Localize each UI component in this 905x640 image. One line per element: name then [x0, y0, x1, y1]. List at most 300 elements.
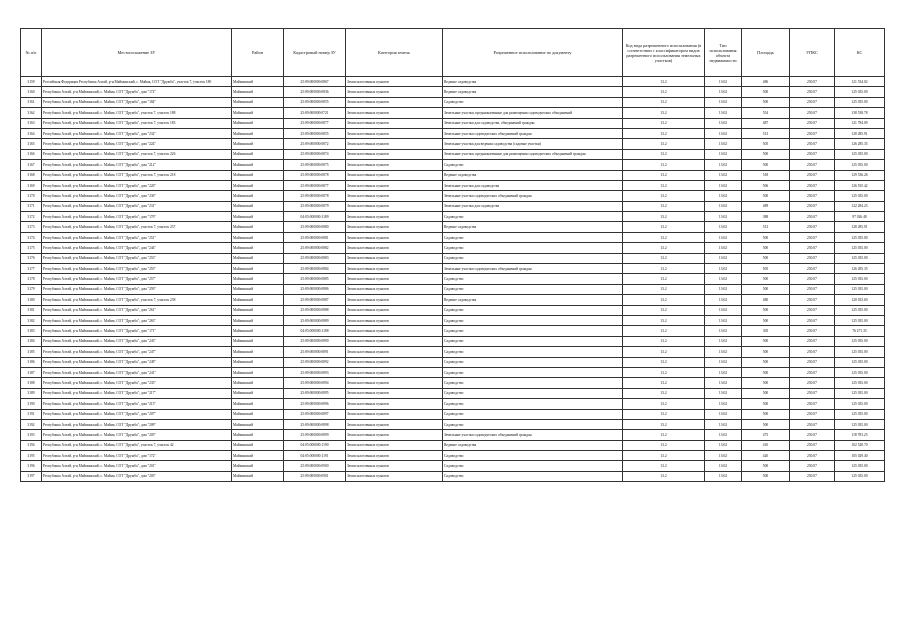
cell-use-type: 13:02: [705, 440, 742, 450]
cell-cadastral-number: 25:09:000000:0878: [284, 170, 346, 180]
cell-use-code: 13.2: [623, 471, 705, 481]
header-use-code: Код вида разрешенного использования (в соответствии с классификатором видов разрешенного использования земельных участков): [623, 29, 705, 77]
cell-upks: 250.07: [790, 212, 835, 222]
cell-area: 500: [742, 367, 790, 377]
cell-permitted-use: Земельные участки садоводческих объединений граждан: [443, 264, 623, 274]
cell-permitted-use: Садоводство: [443, 357, 623, 367]
cell-permitted-use: Садоводство: [443, 419, 623, 429]
cell-use-type: 13:02: [705, 347, 742, 357]
cell-cadastral-number: 25:09:000000:0887: [284, 295, 346, 305]
cell-location: Республика Алтай, р-н Майминский, с. Майма, СОТ "Дружба", дом "205": [42, 430, 232, 440]
cell-use-type: 13:02: [705, 170, 742, 180]
cell-district: Майминский: [232, 440, 284, 450]
cell-location: Республика Алтай, р-н Майминский, с. Майма, СОТ "Дружба", дом "212": [42, 160, 232, 170]
cell-cadastral-number: 25:09:000000:0891: [284, 347, 346, 357]
cell-cadastral-number: 04:05:000000:1189: [284, 212, 346, 222]
cell-area: 500: [742, 336, 790, 346]
cell-number: 3164: [21, 128, 42, 138]
cell-ks: 126 285.35: [835, 139, 885, 149]
cell-district: Майминский: [232, 264, 284, 274]
cell-upks: 250.07: [790, 222, 835, 232]
table-row: [21, 170, 885, 180]
cell-cadastral-number: 04:05:000000:1191: [284, 451, 346, 461]
cell-use-code: 13.2: [623, 139, 705, 149]
cell-number: 3170: [21, 191, 42, 201]
cell-ks: 125 035.00: [835, 357, 885, 367]
cell-cadastral-number: 25:09:000000:0884: [284, 264, 346, 274]
cell-area: 500: [742, 274, 790, 284]
cell-use-type: 13:02: [705, 367, 742, 377]
table-row: [21, 295, 885, 305]
cell-land-category: Земли населенных пунктов: [346, 97, 443, 107]
cell-upks: 250.07: [790, 409, 835, 419]
cell-permitted-use: Садоводство: [443, 253, 623, 263]
cell-land-category: Земли населенных пунктов: [346, 243, 443, 253]
cell-use-code: 13.2: [623, 284, 705, 294]
cell-permitted-use: Земельные участки садоводческих объединений граждан: [443, 191, 623, 201]
cell-upks: 250.07: [790, 170, 835, 180]
cell-ks: 125 035.00: [835, 471, 885, 481]
table-row: [21, 201, 885, 211]
cell-permitted-use: Садоводство: [443, 232, 623, 242]
cell-location: Республика Алтай, р-н Майминский, с. Майма, СОТ "Дружба", дом "230": [42, 191, 232, 201]
table-row: [21, 160, 885, 170]
cell-number: 3193: [21, 430, 42, 440]
cell-use-code: 13.2: [623, 461, 705, 471]
cell-location: Республика Алтай, р-н Майминский, с. Майма, СОТ "Дружба", участок 7, участок 183: [42, 118, 232, 128]
cell-upks: 250.07: [790, 191, 835, 201]
cell-location: Республика Алтай, р-н Майминский, с. Майма, СОТ "Дружба", дом "257": [42, 274, 232, 284]
cell-cadastral-number: 25:09:000000:0886: [284, 284, 346, 294]
cell-land-category: Земли населенных пунктов: [346, 160, 443, 170]
table-row: [21, 77, 885, 87]
cell-land-category: Земли населенных пунктов: [346, 430, 443, 440]
cell-use-type: 13:02: [705, 232, 742, 242]
cell-permitted-use: Ведение садоводства: [443, 295, 623, 305]
cell-location: Республика Алтай, р-н Майминский, с. Майма, СОТ "Дружба", дом "253": [42, 253, 232, 263]
cell-upks: 250.07: [790, 440, 835, 450]
cell-number: 3189: [21, 388, 42, 398]
cell-location: Республика Алтай, р-н Майминский, с. Майма, СОТ "Дружба", дом "172": [42, 451, 232, 461]
cell-upks: 250.07: [790, 160, 835, 170]
cell-number: 3178: [21, 274, 42, 284]
cell-upks: 250.07: [790, 180, 835, 190]
cell-permitted-use: Садоводство: [443, 160, 623, 170]
cell-district: Майминский: [232, 451, 284, 461]
cell-area: 500: [742, 315, 790, 325]
cell-use-type: 13:02: [705, 451, 742, 461]
cell-use-type: 13:02: [705, 264, 742, 274]
cell-district: Майминский: [232, 336, 284, 346]
cell-location: Республика Алтай, р-н Майминский, с. Майма, СОТ "Дружба", дом "209": [42, 419, 232, 429]
cell-permitted-use: Земельные участки садоводческих объединений граждан: [443, 128, 623, 138]
cell-use-type: 13:02: [705, 77, 742, 87]
cell-cadastral-number: 25:09:000000:0899: [284, 430, 346, 440]
cell-district: Майминский: [232, 295, 284, 305]
cell-cadastral-number: 25:09:000000:0855: [284, 128, 346, 138]
cell-land-category: Земли населенных пунктов: [346, 419, 443, 429]
cell-number: 3173: [21, 222, 42, 232]
land-plots-table: [20, 28, 885, 482]
header-ks: КС: [835, 29, 885, 77]
cell-use-type: 13:02: [705, 180, 742, 190]
cell-use-type: 13:02: [705, 430, 742, 440]
cell-permitted-use: Ведение садоводства: [443, 170, 623, 180]
cell-use-code: 13.2: [623, 347, 705, 357]
header-land-category: Категория земель: [346, 29, 443, 77]
cell-use-code: 13.2: [623, 357, 705, 367]
cell-permitted-use: Садоводство: [443, 305, 623, 315]
cell-number: 3177: [21, 264, 42, 274]
cell-area: 500: [742, 357, 790, 367]
cell-land-category: Земли населенных пунктов: [346, 180, 443, 190]
table-row: [21, 118, 885, 128]
cell-district: Майминский: [232, 347, 284, 357]
cell-permitted-use: Садоводство: [443, 367, 623, 377]
table-row: [21, 284, 885, 294]
cell-ks: 125 035.00: [835, 87, 885, 97]
cell-cadastral-number: 25:09:000000:0878: [284, 191, 346, 201]
cell-use-code: 13.2: [623, 440, 705, 450]
cell-location: Республика Алтай, р-н Майминский, с. Майма, СОТ "Дружба", дом "261": [42, 305, 232, 315]
table-row: [21, 128, 885, 138]
cell-use-code: 13.2: [623, 97, 705, 107]
cell-upks: 250.07: [790, 461, 835, 471]
cell-use-type: 13:02: [705, 284, 742, 294]
table-row: [21, 253, 885, 263]
cell-number: 3160: [21, 87, 42, 97]
cell-use-code: 13.2: [623, 87, 705, 97]
cell-location: Республика Алтай, р-н Майминский, с. Майма, СОТ "Дружба", дом "172": [42, 87, 232, 97]
table-row: [21, 399, 885, 409]
cell-number: 3197: [21, 471, 42, 481]
cell-use-code: 13.2: [623, 419, 705, 429]
table-row: [21, 315, 885, 325]
table-row: [21, 461, 885, 471]
cell-number: 3166: [21, 149, 42, 159]
cell-use-type: 13:02: [705, 139, 742, 149]
cell-district: Майминский: [232, 378, 284, 388]
cell-district: Майминский: [232, 326, 284, 336]
cell-land-category: Земли населенных пунктов: [346, 326, 443, 336]
cell-cadastral-number: 25:09:000000:0867: [284, 77, 346, 87]
cell-area: 500: [742, 87, 790, 97]
cell-location: Республика Алтай, р-н Майминский, с. Майма, СОТ "Дружба", дом "244": [42, 243, 232, 253]
cell-location: Республика Алтай, р-н Майминский, с. Майма, СОТ "Дружба", участок 7, участок 238: [42, 295, 232, 305]
cell-permitted-use: Земельные участки садоводческих объединений граждан: [443, 430, 623, 440]
cell-district: Майминский: [232, 118, 284, 128]
cell-permitted-use: Земельные участки для садоводства, объединений граждан: [443, 118, 623, 128]
cell-district: Майминский: [232, 191, 284, 201]
cell-permitted-use: Садоводство: [443, 315, 623, 325]
cell-location: Республика Алтай, р-н Майминский, с. Майма, СОТ "Дружба", дом "235": [42, 378, 232, 388]
cell-number: 3192: [21, 419, 42, 429]
cell-district: Майминский: [232, 305, 284, 315]
cell-number: 3174: [21, 232, 42, 242]
cell-permitted-use: Садоводство: [443, 97, 623, 107]
cell-land-category: Земли населенных пунктов: [346, 295, 443, 305]
cell-land-category: Земли населенных пунктов: [346, 284, 443, 294]
cell-upks: 250.07: [790, 357, 835, 367]
cell-area: 475: [742, 430, 790, 440]
cell-use-code: 13.2: [623, 367, 705, 377]
cell-permitted-use: Ведение садоводства: [443, 222, 623, 232]
cell-ks: 125 035.00: [835, 243, 885, 253]
cell-ks: 128 285.91: [835, 222, 885, 232]
cell-location: Республика Алтай, р-н Майминский, с. Майма, СОТ "Дружба", дом "231": [42, 201, 232, 211]
cell-land-category: Земли населенных пунктов: [346, 471, 443, 481]
cell-number: 3190: [21, 399, 42, 409]
header-district: Район: [232, 29, 284, 77]
cell-upks: 250.07: [790, 139, 835, 149]
cell-location: Республика Алтай, р-н Майминский, с. Майма, СОТ "Дружба", дом "243": [42, 336, 232, 346]
cell-land-category: Земли населенных пунктов: [346, 212, 443, 222]
cell-number: 3167: [21, 160, 42, 170]
cell-use-type: 13:02: [705, 191, 742, 201]
cell-district: Майминский: [232, 232, 284, 242]
cell-permitted-use: Ведение садоводства: [443, 87, 623, 97]
cell-area: 500: [742, 409, 790, 419]
cell-location: Республика Алтай, р-н Майминский, с. Майма, СОТ "Дружба", дом "171": [42, 326, 232, 336]
cell-use-type: 13:02: [705, 357, 742, 367]
cell-cadastral-number: 25:09:000000:0881: [284, 232, 346, 242]
cell-land-category: Земли населенных пунктов: [346, 201, 443, 211]
cell-use-code: 13.2: [623, 212, 705, 222]
cell-upks: 250.07: [790, 430, 835, 440]
table-row: [21, 191, 885, 201]
cell-location: Республика Алтай, р-н Майминский, с. Майма, СОТ "Дружба", дом "201": [42, 461, 232, 471]
cell-ks: 105 029.40: [835, 451, 885, 461]
table-row: [21, 471, 885, 481]
cell-use-code: 13.2: [623, 336, 705, 346]
cell-use-code: 13.2: [623, 451, 705, 461]
cell-location: Республика Алтай, р-н Майминский, с. Майма, СОТ "Дружба", дом "184": [42, 97, 232, 107]
cell-use-code: 13.2: [623, 430, 705, 440]
cell-area: 500: [742, 160, 790, 170]
cell-area: 500: [742, 232, 790, 242]
cell-area: 486: [742, 77, 790, 87]
table-header-row: [21, 29, 885, 77]
table-row: [21, 232, 885, 242]
cell-number: 3168: [21, 170, 42, 180]
cell-number: 3196: [21, 461, 42, 471]
cell-permitted-use: Садоводство: [443, 326, 623, 336]
cell-cadastral-number: 25:09:000000:0879: [284, 201, 346, 211]
cell-cadastral-number: 25:09:000000:0896: [284, 399, 346, 409]
cell-number: 3184: [21, 336, 42, 346]
cell-area: 487: [742, 118, 790, 128]
cell-district: Майминский: [232, 419, 284, 429]
cell-upks: 250.07: [790, 201, 835, 211]
cell-location: Республика Алтай, р-н Майминский, с. Майма, СОТ "Дружба", дом "232": [42, 128, 232, 138]
cell-upks: 250.07: [790, 118, 835, 128]
cell-ks: 129 536.26: [835, 170, 885, 180]
cell-upks: 250.07: [790, 232, 835, 242]
header-use-type: Тип использования объекта недвижимости: [705, 29, 742, 77]
cell-district: Майминский: [232, 108, 284, 118]
cell-district: Майминский: [232, 201, 284, 211]
cell-upks: 250.07: [790, 253, 835, 263]
cell-district: Майминский: [232, 243, 284, 253]
cell-permitted-use: Земельные участки, предназначенные для размещения садоводческих объединений граждан: [443, 149, 623, 159]
table-row: [21, 222, 885, 232]
cell-cadastral-number: 25:09:000000:0721: [284, 108, 346, 118]
cell-district: Майминский: [232, 97, 284, 107]
cell-upks: 250.07: [790, 388, 835, 398]
cell-district: Майминский: [232, 388, 284, 398]
header-location: Местоположение ЗУ: [42, 29, 232, 77]
cell-area: 506: [742, 180, 790, 190]
cell-area: 500: [742, 347, 790, 357]
cell-number: 3175: [21, 243, 42, 253]
cell-land-category: Земли населенных пунктов: [346, 108, 443, 118]
cell-cadastral-number: 04:05:000000:1188: [284, 326, 346, 336]
cell-location: Республика Алтай, р-н Майминский, с. Майма, СОТ "Дружба", дом "247": [42, 347, 232, 357]
cell-land-category: Земли населенных пунктов: [346, 461, 443, 471]
cell-ks: 125 035.00: [835, 160, 885, 170]
cell-use-code: 13.2: [623, 191, 705, 201]
cell-ks: 125 035.00: [835, 347, 885, 357]
cell-use-type: 13:02: [705, 326, 742, 336]
cell-permitted-use: Ведение садоводства: [443, 440, 623, 450]
cell-land-category: Земли населенных пунктов: [346, 336, 443, 346]
cell-area: 410: [742, 440, 790, 450]
cell-number: 3159: [21, 77, 42, 87]
cell-land-category: Земли населенных пунктов: [346, 347, 443, 357]
cell-use-code: 13.2: [623, 180, 705, 190]
table-row: [21, 139, 885, 149]
cell-number: 3187: [21, 367, 42, 377]
cell-use-type: 13:02: [705, 212, 742, 222]
header-permitted-use: Разрешенное использование по документу: [443, 29, 623, 77]
cell-land-category: Земли населенных пунктов: [346, 128, 443, 138]
cell-use-type: 13:02: [705, 274, 742, 284]
cell-use-type: 13:02: [705, 471, 742, 481]
cell-ks: 125 035.00: [835, 274, 885, 284]
cell-ks: 125 035.00: [835, 409, 885, 419]
cell-upks: 250.07: [790, 284, 835, 294]
cell-permitted-use: Садоводство: [443, 409, 623, 419]
cell-area: 500: [742, 305, 790, 315]
cell-area: 505: [742, 139, 790, 149]
table-row: [21, 243, 885, 253]
table-row: [21, 305, 885, 315]
cell-area: 500: [742, 284, 790, 294]
cell-upks: 250.07: [790, 367, 835, 377]
cell-district: Майминский: [232, 77, 284, 87]
cell-cadastral-number: 25:09:000000:0836: [284, 87, 346, 97]
cell-number: 3165: [21, 139, 42, 149]
cell-location: Республика Алтай, р-н Майминский, с. Майма, СОТ "Дружба", дом "224": [42, 139, 232, 149]
cell-use-type: 13:02: [705, 108, 742, 118]
cell-cadastral-number: 25:09:000000:0877: [284, 118, 346, 128]
cell-land-category: Земли населенных пунктов: [346, 170, 443, 180]
cell-location: Республика Алтай, р-н Майминский, с. Майма, СОТ "Дружба", участок 7, участок 188: [42, 108, 232, 118]
cell-upks: 250.07: [790, 264, 835, 274]
table-row: [21, 336, 885, 346]
cell-area: 500: [742, 243, 790, 253]
table-row: [21, 97, 885, 107]
cell-use-code: 13.2: [623, 274, 705, 284]
cell-area: 513: [742, 128, 790, 138]
cell-cadastral-number: 25:09:000000:0855: [284, 97, 346, 107]
cell-upks: 250.07: [790, 108, 835, 118]
cell-ks: 125 035.00: [835, 232, 885, 242]
table-row: [21, 419, 885, 429]
cell-district: Майминский: [232, 160, 284, 170]
cell-ks: 125 035.00: [835, 399, 885, 409]
cell-use-type: 13:02: [705, 160, 742, 170]
cell-number: 3185: [21, 347, 42, 357]
table-row: [21, 430, 885, 440]
cell-cadastral-number: 25:09:000000:0885: [284, 274, 346, 284]
cell-use-code: 13.2: [623, 243, 705, 253]
table-row: [21, 108, 885, 118]
cell-cadastral-number: 25:09:000000:0901: [284, 471, 346, 481]
cell-land-category: Земли населенных пунктов: [346, 222, 443, 232]
cell-cadastral-number: 25:09:000000:0898: [284, 419, 346, 429]
cell-cadastral-number: 25:09:000000:0875: [284, 160, 346, 170]
cell-use-type: 13:02: [705, 118, 742, 128]
cell-cadastral-number: 25:09:000000:0888: [284, 305, 346, 315]
cell-upks: 250.07: [790, 451, 835, 461]
cell-permitted-use: Садоводство: [443, 212, 623, 222]
cell-district: Майминский: [232, 471, 284, 481]
cell-area: 500: [742, 191, 790, 201]
cell-use-type: 13:02: [705, 97, 742, 107]
cell-land-category: Земли населенных пунктов: [346, 274, 443, 284]
cell-location: Республика Алтай, р-н Майминский, с. Майма, СОТ "Дружба", дом "203": [42, 471, 232, 481]
cell-land-category: Земли населенных пунктов: [346, 87, 443, 97]
cell-location: Республика Алтай, р-н Майминский, с. Майма, СОТ "Дружба", дом "207": [42, 409, 232, 419]
cell-upks: 250.07: [790, 315, 835, 325]
cell-upks: 250.07: [790, 77, 835, 87]
cell-use-code: 13.2: [623, 295, 705, 305]
cell-district: Майминский: [232, 139, 284, 149]
cell-upks: 250.07: [790, 305, 835, 315]
table-row: [21, 87, 885, 97]
cell-use-type: 13:02: [705, 388, 742, 398]
cell-use-code: 13.2: [623, 326, 705, 336]
table-body: [21, 77, 885, 482]
cell-ks: 125 035.00: [835, 305, 885, 315]
cell-permitted-use: Садоводство: [443, 461, 623, 471]
cell-use-type: 13:02: [705, 378, 742, 388]
cell-cadastral-number: 25:09:000000:0895: [284, 388, 346, 398]
cell-upks: 250.07: [790, 243, 835, 253]
cell-cadastral-number: 25:09:000000:0890: [284, 336, 346, 346]
cell-location: Республика Алтай, р-н Майминский, с. Майма, СОТ "Дружба", участок 7, участок 42: [42, 440, 232, 450]
cell-ks: 125 035.00: [835, 97, 885, 107]
cell-ks: 125 035.00: [835, 419, 885, 429]
cell-use-type: 13:02: [705, 128, 742, 138]
cell-cadastral-number: 25:09:000000:0882: [284, 243, 346, 253]
cell-number: 3163: [21, 118, 42, 128]
cell-use-code: 13.2: [623, 253, 705, 263]
table-row: [21, 274, 885, 284]
cell-location: Республика Алтай, р-н Майминский, с. Майма, СОТ "Дружба", дом "249": [42, 357, 232, 367]
cell-use-type: 13:02: [705, 419, 742, 429]
cell-land-category: Земли населенных пунктов: [346, 399, 443, 409]
cell-location: Республика Алтай, р-н Майминский, с. Майма, СОТ "Дружба", дом "241": [42, 367, 232, 377]
cell-area: 480: [742, 295, 790, 305]
cell-area: 388: [742, 212, 790, 222]
cell-land-category: Земли населенных пунктов: [346, 378, 443, 388]
cell-district: Майминский: [232, 180, 284, 190]
cell-land-category: Земли населенных пунктов: [346, 149, 443, 159]
cell-ks: 126 285.35: [835, 264, 885, 274]
cell-number: 3183: [21, 326, 42, 336]
